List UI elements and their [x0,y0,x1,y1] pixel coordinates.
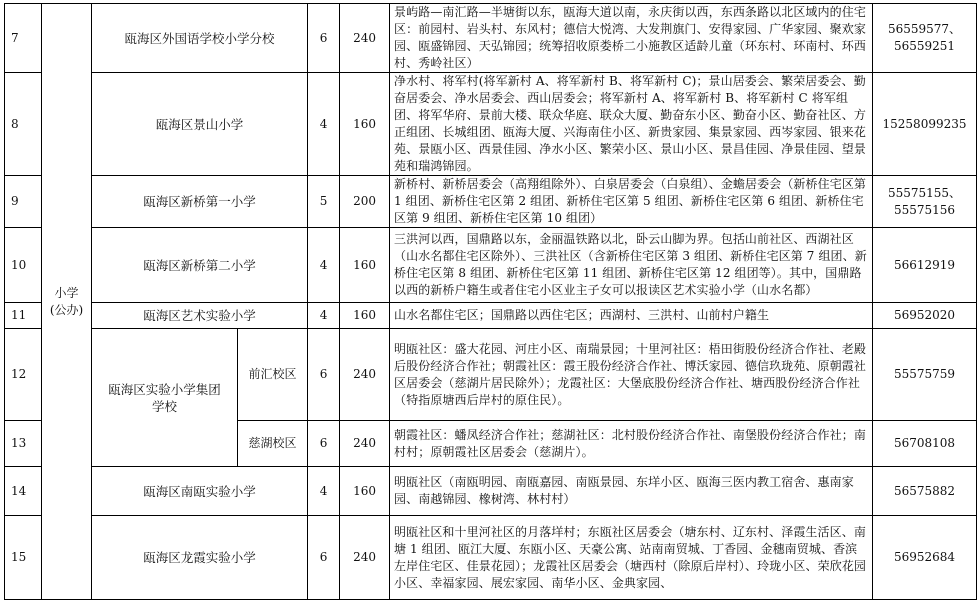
table-row [5,4,977,73]
table-row [5,73,977,176]
row-number: 11 [5,303,42,329]
phone-number: 56952020 [893,308,956,322]
phone-number: 55575759 [893,367,956,381]
row-number: 9 [5,176,42,228]
enrollment-count: 200 [340,176,390,228]
row-number: 13 [5,421,42,467]
table-row [5,176,977,228]
row-number: 7 [5,4,42,73]
phone-cell [873,516,977,600]
phone-cell [873,73,977,176]
enrollment-count: 160 [340,228,390,303]
district-area: 景屿路—南汇路—半塘街以东，瓯海大道以南，永庆街以西，东西条路以北区域内的住宅区：前园村、岩头村、东风村；德信大悦湾、大发荆旗门、安得家园、广华家园、聚欢家园、瓯盛锦园、天弘锦园；统筹招收原娄桥二小施教区适龄儿童（环东村、环南村、环西村、秀岭社区） [390,4,873,73]
class-count: 6 [308,421,340,467]
table-row [5,516,977,600]
school-category-label: 小学 [54,285,79,300]
enrollment-count: 160 [340,467,390,516]
phone-cell [873,329,977,421]
enrollment-count: 160 [340,303,390,329]
district-area: 净水村、将军村(将军新村 A、将军新村 B、将军新村 C)；景山居委会、繁荣居委会、勤奋居委会、净水居委会、西山居委会；将军新村 A、将军新村 B、将军新村 C 将军组团、将军华府、景前大楼、联众华庭、联众大厦、勤奋东小区、勤奋小区、勤奋社区、方正组团、长城组团、瓯海大厦、兴海南住小区、新贵家园、集景家园、西岑家园、银来花苑、景瓯小区、西景佳园、净水小区、繁荣小区、景山小区、景昌佳园、净景佳园、望景苑和瑞鸿锦园。 [390,73,873,176]
phone-cell [873,228,977,303]
row-number: 14 [5,467,42,516]
phone-cell [873,421,977,467]
phone-cell [873,467,977,516]
school-district-table [4,3,977,600]
phone-number: 55575155、 [887,185,962,200]
school-name: 瓯海区龙霞实验小学 [92,516,308,600]
enrollment-count: 240 [340,329,390,421]
district-area: 三洪河以西，国鼎路以东，金丽温铁路以北，卧云山脚为界。包括山前社区、西湖社区（山水名都住宅区除外）、三洪社区（含新桥住宅区第 3 组团、新桥住宅区第 7 组团、新桥住宅区第 8 组团、新桥住宅区第 11 组团、新桥住宅区第 12 组团等）。其中，国鼎路以西的新桥户籍生或者住宅小区业主子女可以报读区艺术实验小学（山水名都） [390,228,873,303]
district-area: 明瓯社区和十里河社区的月落垟村；东瓯社区居委会（塘东村、辽东村、泽霞生活区、南塘 1 组团、瓯江大厦、东瓯小区、天豪公寓、站南南贸城、丁香园、金穗南贸城、香滨左岸住宅区、佳景花园）；龙霞社区居委会（塘西村（除原后岸村）、玲珑小区、荣欣花园小区、幸福家园、展宏家园、南华小区、金典家园、 [390,516,873,600]
school-category-cell [42,4,92,600]
table-row [5,329,977,421]
class-count: 6 [308,329,340,421]
enrollment-count: 240 [340,421,390,467]
row-number: 15 [5,516,42,600]
district-area: 朝霞社区：蟠凤经济合作社；慈湖社区：北村股份经济合作社、南堡股份经济合作社；南村村；原朝霞社区居委会（慈湖片）。 [390,421,873,467]
table-row [5,228,977,303]
phone-number: 56559251 [893,39,956,53]
class-count: 4 [308,303,340,329]
phone-number: 56612919 [893,257,956,272]
phone-number: 56559577、 [887,22,962,36]
district-area: 明瓯社区（南瓯明园、南瓯嘉园、南瓯景园、东垟小区、瓯海三医内教工宿舍、惠南家园、南越锦园、橡树湾、林村村） [390,467,873,516]
row-number: 10 [5,228,42,303]
enrollment-count: 160 [340,73,390,176]
class-count: 4 [308,73,340,176]
school-name: 瓯海区外国语学校小学分校 [92,4,308,73]
class-count: 4 [308,228,340,303]
enrollment-count: 240 [340,4,390,73]
phone-number: 56708108 [893,436,956,450]
row-number: 8 [5,73,42,176]
campus-name: 慈湖校区 [238,421,308,467]
table-row [5,467,977,516]
phone-number: 56575882 [893,483,956,498]
school-group-line: 瓯海区实验小学集团 [108,381,221,397]
school-group-line: 学校 [151,398,177,414]
school-name: 瓯海区新桥第一小学 [92,176,308,228]
row-number: 12 [5,329,42,421]
class-count: 4 [308,467,340,516]
phone-number: 15258099235 [882,116,967,131]
class-count: 5 [308,176,340,228]
district-area: 山水名都住宅区；国鼎路以西住宅区；西湖村、三洪村、山前村户籍生 [390,303,873,329]
district-area: 新桥村、新桥居委会（高翔组除外）、白泉居委会（白泉组）、金蟾居委会（新桥住宅区第 1 组团、新桥住宅区第 2 组团、新桥住宅区第 5 组团、新桥住宅区第 6 组团、新桥住宅区第 9 组团、新桥住宅区第 10 组团） [390,176,873,228]
phone-number: 55575156 [893,202,956,217]
table-row [5,303,977,329]
campus-name: 前汇校区 [238,329,308,421]
school-name: 瓯海区南瓯实验小学 [92,467,308,516]
school-name: 瓯海区艺术实验小学 [92,303,308,329]
enrollment-count: 240 [340,516,390,600]
class-count: 6 [308,516,340,600]
phone-number: 56952684 [893,550,956,564]
school-category-type: (公办) [49,302,84,317]
district-area: 明瓯社区：盛大花园、河庄小区、南瑞景园；十里河社区：梧田街股份经济合作社、老殿后股份经济合作社；朝霞社区：霞王股份经济合作社、博沃家园、德信玖珑苑、原朝霞社区居委会（慈湖片居民除外）；龙霞社区：大堡底股份经济合作社、塘西股份经济合作社（特指原塘西后岸村的原住民）。 [390,329,873,421]
school-name: 瓯海区新桥第二小学 [92,228,308,303]
phone-cell [873,176,977,228]
phone-cell [873,4,977,73]
class-count: 6 [308,4,340,73]
school-name: 瓯海区景山小学 [92,73,308,176]
phone-cell [873,303,977,329]
school-group-name [92,329,238,467]
